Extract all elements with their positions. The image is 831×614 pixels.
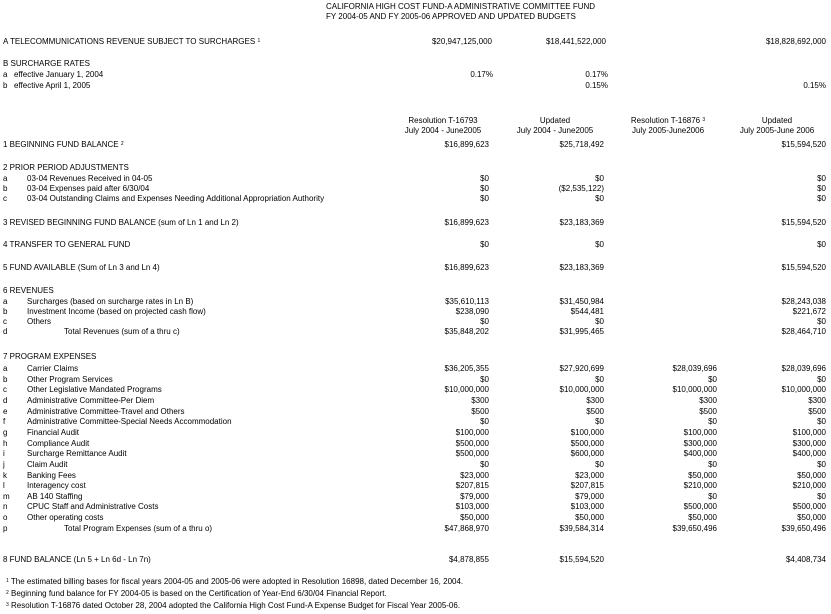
surcharge-rate-0-col1: 0.17% [470,70,493,79]
section-b-label: B SURCHARGE RATES [3,59,90,68]
line-2a-value-col2: $0 [595,174,604,183]
line-7f-label: Administrative Committee-Special Needs Accommodation [27,417,232,427]
line-2c-value-col4: $0 [817,194,826,203]
line-7a-value-col2: $27,920,699 [559,364,604,373]
line-3-value-col1: $16,899,623 [444,218,489,227]
footnote-1-marker: 1 [6,578,9,584]
line-7e-value-col2: $500 [586,406,604,416]
line-7f-value-col4: $0 [817,417,826,427]
footnote-2 [6,589,387,599]
line-7m-value-col4: $0 [817,491,826,501]
footnote-3 [6,601,460,611]
line-7m-value-col2: $79,000 [575,491,604,501]
line-7p-label: Total Program Expenses (sum of a thru o) [64,523,213,533]
line-7k-value-col2: $23,000 [575,470,604,480]
line-7l-letter: l [3,481,5,491]
line-2c-value-col2: $0 [595,194,604,203]
line-6d-label: Total Revenues (sum of a thru c) [64,327,180,336]
line-4-label: 4 TRANSFER TO GENERAL FUND [3,240,131,249]
surcharge-rate-0-label: effective January 1, 2004 [14,70,104,79]
section-a-label [3,37,260,47]
column-header-4-title: Updated [761,116,793,125]
surcharge-rate-1-col2: 0.15% [585,81,608,90]
line-2-label: 2 PRIOR PERIOD ADJUSTMENTS [3,163,129,172]
line-7p-value-col1: $47,868,970 [444,523,489,533]
line-7d-label: Administrative Committee-Per Diem [27,395,155,405]
line-7l-label: Interagency cost [27,481,86,491]
line-7d-value-col1: $300 [471,395,489,405]
footnote-3-text: Resolution T-16876 dated October 28, 2004 adopted the California High Cost Fund-A Expense Budget for Fiscal Year 2005-06. [11,601,461,610]
line-7m-label: AB 140 Staffing [27,491,83,501]
line-7n-letter: n [3,502,8,512]
line-6a-label: Surcharges (based on surcharge rates in Ln B) [27,297,194,306]
line-4-value-col2: $0 [595,240,604,249]
line-7l-value-col3: $210,000 [683,481,717,491]
line-7m-letter: m [3,491,10,501]
line-1-value-col2: $25,718,492 [559,140,604,149]
line-6c-label: Others [27,317,52,326]
line-7a-letter: a [3,364,8,373]
line-7h-value-col1: $500,000 [455,438,489,448]
line-7l-value-col2: $207,815 [570,481,604,491]
line-7g-value-col2: $100,000 [570,427,604,437]
footnote-2-marker: 2 [6,590,9,596]
line-7e-letter: e [3,406,8,416]
line-7k-value-col3: $50,000 [688,470,717,480]
line-7d-value-col3: $300 [699,395,717,405]
line-7n-value-col2: $103,000 [570,502,604,512]
line-6b-letter: b [3,307,8,316]
line-7k-letter: k [3,470,7,480]
line-7i-value-col2: $600,000 [570,449,604,459]
line-6a-value-col4: $28,243,038 [781,297,826,306]
line-5-value-col4: $15,594,520 [781,263,826,272]
line-7b-letter: b [3,374,8,384]
line-1-value-col4: $15,594,520 [781,140,826,149]
line-7h-value-col2: $500,000 [570,438,604,448]
line-7b-value-col4: $0 [817,374,826,384]
line-7h-label: Compliance Audit [27,438,90,448]
line-7g-letter: g [3,427,8,437]
line-2a-value-col1: $0 [480,174,489,183]
line-7i-value-col1: $500,000 [455,449,489,459]
section-a-value-col4: $18,828,692,000 [765,37,826,46]
column-header-2-period: July 2004 - June2005 [516,126,594,135]
line-7j-value-col1: $0 [480,459,489,469]
line-7k-value-col1: $23,000 [460,470,489,480]
line-7k-value-col4: $50,000 [797,470,826,480]
section-a-label-footnote-marker: 1 [257,38,261,44]
line-4-value-col1: $0 [480,240,489,249]
line-7-label: 7 PROGRAM EXPENSES [3,352,97,361]
footnote-3-marker: 3 [6,602,9,608]
line-7p-value-col2: $39,584,314 [559,523,604,533]
line-8-label: 8 FUND BALANCE (Ln 5 + Ln 6d - Ln 7n) [3,555,151,564]
line-2c-label: 03-04 Outstanding Claims and Expenses Needing Additional Appropriation Authority [27,194,325,203]
line-6c-value-col2: $0 [595,317,604,326]
line-7d-letter: d [3,395,8,405]
line-7m-value-col1: $79,000 [460,491,489,501]
surcharge-rate-1-letter: b [3,81,8,90]
line-2b-value-col2: ($2,535,122) [558,184,604,193]
line-7o-value-col2: $50,000 [575,513,604,523]
footnote-2-text: Beginning fund balance for FY 2004-05 is based on the Certification of Year-End 6/30/04 Financial Report. [11,589,387,598]
surcharge-rate-1-col4: 0.15% [803,81,826,90]
line-5-label: 5 FUND AVAILABLE (Sum of Ln 3 and Ln 4) [3,263,160,272]
line-7a-value-col1: $36,205,355 [444,364,489,373]
surcharge-rate-0-col2: 0.17% [585,70,608,79]
line-7i-value-col4: $400,000 [792,449,826,459]
column-header-3-title: Resolution T-16876 [630,116,701,125]
line-6a-value-col2: $31,450,984 [559,297,604,306]
line-7f-value-col2: $0 [595,417,604,427]
line-7n-label: CPUC Staff and Administrative Costs [27,502,159,512]
line-7c-value-col2: $10,000,000 [559,385,604,395]
line-7h-letter: h [3,438,8,448]
line-7f-letter: f [3,417,6,427]
line-7c-letter: c [3,385,7,395]
line-6c-letter: c [3,317,7,326]
line-8-value-col2: $15,594,520 [559,555,604,564]
line-7i-value-col3: $400,000 [683,449,717,459]
line-7c-value-col3: $10,000,000 [672,385,717,395]
surcharge-rate-0-letter: a [3,70,8,79]
line-7o-value-col3: $50,000 [688,513,717,523]
line-2b-label: 03-04 Expenses paid after 6/30/04 [27,184,150,193]
line-7o-value-col4: $50,000 [797,513,826,523]
line-2a-letter: a [3,174,8,183]
column-header-4 [717,116,831,126]
section-a-label-text: A TELECOMMUNICATIONS REVENUE SUBJECT TO SURCHARGES [3,37,256,46]
line-2b-letter: b [3,184,8,193]
line-4-value-col4: $0 [817,240,826,249]
surcharge-rate-1-label: effective April 1, 2005 [14,81,91,90]
line-5-value-col1: $16,899,623 [444,263,489,272]
footnote-1-text: The estimated billing bases for fiscal years 2004-05 and 2005-06 were adopted in Resolution 16898, dated December 16, 2004. [10,577,464,586]
line-7o-value-col1: $50,000 [460,513,489,523]
line-7f-value-col1: $0 [480,417,489,427]
column-header-2-title: Updated [539,116,571,125]
column-header-1-title: Resolution T-16793 [408,116,478,125]
line-7p-value-col3: $39,650,496 [672,523,717,533]
line-7h-value-col4: $300,000 [792,438,826,448]
line-7e-value-col3: $500 [699,406,717,416]
line-8-value-col1: $4,878,855 [448,555,489,564]
line-7n-value-col3: $500,000 [683,502,717,512]
line-6d-value-col1: $35,848,202 [444,327,489,336]
line-7n-value-col4: $500,000 [792,502,826,512]
column-header-4-period: July 2005-June 2006 [739,126,815,135]
line-7k-label: Banking Fees [27,470,76,480]
line-7g-value-col4: $100,000 [792,427,826,437]
line-7b-value-col1: $0 [480,374,489,384]
line-7p-letter: p [3,523,8,533]
column-header-3-period: July 2005-June2006 [631,126,705,135]
line-7j-value-col2: $0 [595,459,604,469]
line-6d-value-col2: $31,995,465 [559,327,604,336]
line-7a-label: Carrier Claims [27,364,79,373]
line-7g-value-col3: $100,000 [683,427,717,437]
line-6b-value-col1: $238,090 [455,307,489,316]
line-7i-label: Surcharge Remittance Audit [27,449,127,459]
column-header-3-footnote-marker: 3 [702,117,706,123]
line-7b-value-col2: $0 [595,374,604,384]
column-header-1-period: July 2004 - June2005 [404,126,482,135]
line-7n-value-col1: $103,000 [455,502,489,512]
line-1-label-footnote-marker: 2 [120,141,124,147]
column-header-3 [608,116,728,126]
line-7b-value-col3: $0 [708,374,717,384]
line-5-value-col2: $23,183,369 [559,263,604,272]
line-7o-letter: o [3,513,8,523]
line-7l-value-col4: $210,000 [792,481,826,491]
line-3-value-col2: $23,183,369 [559,218,604,227]
line-7j-value-col3: $0 [708,459,717,469]
line-7e-label: Administrative Committee-Travel and Others [27,406,185,416]
line-2b-value-col1: $0 [480,184,489,193]
line-2a-label: 03-04 Revenues Received in 04-05 [27,174,153,183]
line-7j-letter: j [3,459,5,469]
line-6c-value-col1: $0 [480,317,489,326]
line-2a-value-col4: $0 [817,174,826,183]
line-7i-letter: i [3,449,5,459]
line-3-label: 3 REVISED BEGINNING FUND BALANCE (sum of Ln 1 and Ln 2) [3,218,239,227]
line-7a-value-col3: $28,039,696 [672,364,717,373]
line-6b-label: Investment Income (based on projected cash flow) [27,307,206,316]
line-1-value-col1: $16,899,623 [444,140,489,149]
column-header-2 [495,116,615,126]
line-1-label [3,140,124,150]
line-6d-letter: d [3,327,8,336]
section-a-value-col2: $18,441,522,000 [545,37,606,46]
line-7b-label: Other Program Services [27,374,113,384]
line-6c-value-col4: $0 [817,317,826,326]
line-2b-value-col4: $0 [817,184,826,193]
line-6-label: 6 REVENUES [3,286,54,295]
line-6b-value-col4: $221,672 [792,307,826,316]
line-7f-value-col3: $0 [708,417,717,427]
document-title: CALIFORNIA HIGH COST FUND-A ADMINISTRATIVE COMMITTEE FUND [326,2,596,11]
line-7j-value-col4: $0 [817,459,826,469]
line-1-label-text: 1 BEGINNING FUND BALANCE [3,140,119,149]
line-7e-value-col1: $500 [471,406,489,416]
line-7g-label: Financial Audit [27,427,80,437]
line-7g-value-col1: $100,000 [455,427,489,437]
line-6d-value-col4: $28,464,710 [781,327,826,336]
line-7c-value-col4: $10,000,000 [781,385,826,395]
column-header-1 [383,116,503,126]
section-a-value-col1: $20,947,125,000 [431,37,492,46]
line-7m-value-col3: $0 [708,491,717,501]
document-subtitle: FY 2004-05 AND FY 2005-06 APPROVED AND UPDATED BUDGETS [326,12,576,21]
line-7c-label: Other Legislative Mandated Programs [27,385,162,395]
line-7p-value-col4: $39,650,496 [781,523,826,533]
line-7c-value-col1: $10,000,000 [444,385,489,395]
line-7h-value-col3: $300,000 [683,438,717,448]
line-6a-letter: a [3,297,8,306]
line-7d-value-col4: $300 [808,395,826,405]
line-7o-label: Other operating costs [27,513,104,523]
line-7d-value-col2: $300 [586,395,604,405]
line-6b-value-col2: $544,481 [570,307,604,316]
line-2c-value-col1: $0 [480,194,489,203]
line-3-value-col4: $15,594,520 [781,218,826,227]
line-2c-letter: c [3,194,7,203]
footnote-1 [6,577,463,587]
line-6a-value-col1: $35,610,113 [445,297,489,306]
line-8-value-col4: $4,408,734 [785,555,826,564]
line-7a-value-col4: $28,039,696 [781,364,826,373]
line-7j-label: Claim Audit [27,459,68,469]
line-7e-value-col4: $500 [808,406,826,416]
line-7l-value-col1: $207,815 [455,481,489,491]
